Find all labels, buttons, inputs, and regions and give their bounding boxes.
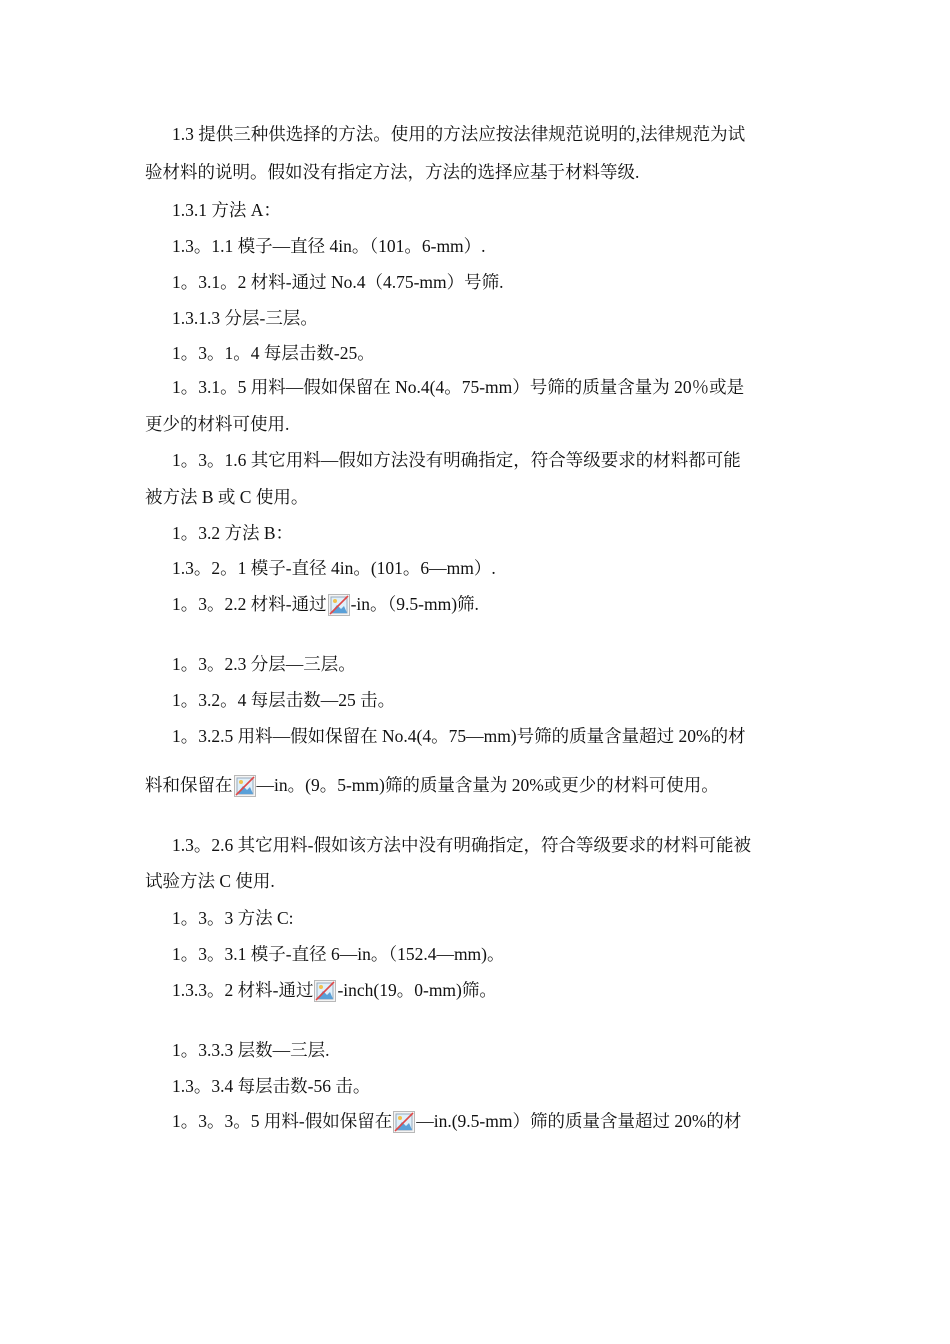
line-text: —in。(9。5-mm)筛的质量含量为 20%或更少的材料可使用。 [256,775,719,795]
paragraph-line: 1.3.1 方法 A： [172,200,281,220]
paragraph-line: 1。3。2.3 分层—三层。 [172,654,356,674]
paragraph-line: 1.3.1.3 分层-三层。 [172,308,318,328]
paragraph-line: 1。3。3.1 模子-直径 6—in。（152.4—mm)。 [172,944,505,964]
paragraph-line [172,587,950,621]
paragraph-line: 1.3。3.4 每层击数-56 击。 [172,1076,371,1096]
paragraph-line: 1。3.1。2 材料-通过 No.4（4.75-mm）号筛. [172,272,504,292]
paragraph-line: 1。3。1。4 每层击数-25。 [172,343,375,363]
paragraph-line: 验材料的说明。假如没有指定方法，方法的选择应基于材料等级. [145,162,640,182]
paragraph-line: 1。3。3 方法 C: [172,908,294,928]
paragraph-line: 被方法 B 或 C 使用。 [145,487,309,507]
paragraph-line: 1。3。1.6 其它用料—假如方法没有明确指定，符合等级要求的材料都可能 [172,450,741,470]
line-text: 料和保留在 [145,775,233,795]
paragraph-line: 1。3.2.5 用料—假如保留在 No.4(4。75—mm)号筛的质量含量超过 20%的材 [172,726,746,746]
line-text: -inch(19。0-mm)筛。 [337,980,497,1000]
paragraph-line [172,1104,950,1138]
paragraph-line [145,768,950,802]
line-text: 1.3.3。2 材料-通过 [172,980,314,1000]
broken-image-icon [234,775,256,797]
line-text: 1。3。2.2 材料-通过 [172,594,327,614]
paragraph-line: 1.3。2。1 模子-直径 4in。(101。6—mm）. [172,558,496,578]
broken-image-icon [328,594,350,616]
line-text: -in。（9.5-mm)筛. [350,594,479,614]
paragraph-line: 试验方法 C 使用. [145,871,275,891]
paragraph-line: 1.3。2.6 其它用料-假如该方法中没有明确指定，符合等级要求的材料可能被 [172,835,751,855]
paragraph-line: 1.3 提供三种供选择的方法。使用的方法应按法律规范说明的,法律规范为试 [172,124,746,144]
paragraph-line [172,973,950,1007]
paragraph-line: 1。3.1。5 用料—假如保留在 No.4(4。75-mm）号筛的质量含量为 20％或是 [172,377,745,397]
paragraph-line: 1.3。1.1 模子—直径 4in。（101。6-mm）. [172,236,486,256]
paragraph-line: 1。3.2 方法 B： [172,523,294,543]
paragraph-line: 更少的材料可使用. [145,414,290,434]
line-text: 1。3。3。5 用料-假如保留在 [172,1111,393,1131]
line-text: —in.(9.5-mm）筛的质量含量超过 20%的材 [416,1111,742,1131]
paragraph-line: 1。3.3.3 层数—三层. [172,1040,330,1060]
broken-image-icon [393,1111,415,1133]
broken-image-icon [314,980,336,1002]
paragraph-line: 1。3.2。4 每层击数—25 击。 [172,690,396,710]
